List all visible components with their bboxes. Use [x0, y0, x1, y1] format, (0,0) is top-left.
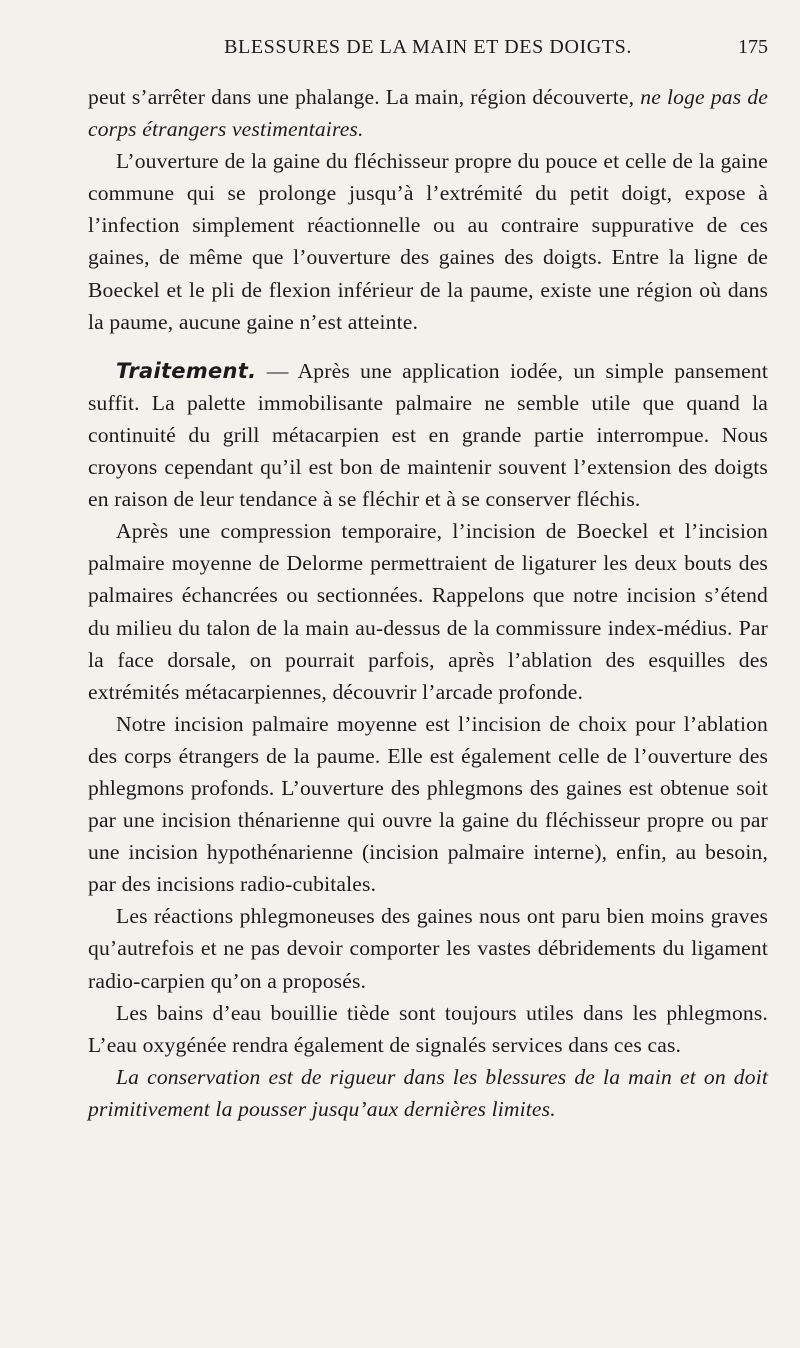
paragraph-5: Notre incision palmaire moyenne est l’incision de choix pour l’ablation des corps étrangers de la paume. Elle est également celle de l’ouverture des phlegmons profonds. L’ouverture des phlegmons des gaines est obtenue soit par une incision thénarienne qui ouvre la gaine du fléchisseur propre ou par une incision hypothénarienne (incision palmaire interne), enfin, au besoin, par des incisions radio-cubitales.: [88, 711, 768, 897]
paragraph-3-text: — Après une application iodée, un simple pansement suffit. La palette immobilisante palmaire ne semble utile que quand la continuité du grill métacarpien est en grande partie interrompue. Nous croyons cependant qu’il est bon de maintenir souvent l’extension des doigts en raison de leur tendance à se fléchir et à se conserver fléchis.: [88, 358, 768, 512]
paragraph-7: Les bains d’eau bouillie tiède sont toujours utiles dans les phlegmons. L’eau oxygénée rendra également de signalés services dans ces cas.: [88, 1000, 768, 1057]
section-heading-traitement: Traitement.: [116, 358, 257, 383]
page-number: 175: [738, 36, 768, 58]
paragraph-3: [88, 355, 768, 515]
paragraph-2: L’ouverture de la gaine du fléchisseur propre du pouce et celle de la gaine commune qui se prolonge jusqu’à l’extrémité du petit doigt, expose à l’infection simplement réactionnelle ou au contraire suppurative de ces gaines, de même que l’ouverture des gaines des doigts. Entre la ligne de Boeckel et le pli de flexion inférieur de la paume, existe une région où dans la paume, aucune gaine n’est atteinte.: [88, 149, 768, 334]
paragraph-8: La conservation est de rigueur dans les blessures de la main et on doit primitivement la pousser jusqu’aux dernières limites.: [88, 1064, 768, 1121]
paragraph-6: Les réactions phlegmoneuses des gaines nous ont paru bien moins graves qu’autrefois et ne pas devoir comporter les vastes débridements du ligament radio-carpien qu’on a proposés.: [88, 904, 768, 993]
body-text: [88, 81, 768, 1125]
running-title: BLESSURES DE LA MAIN ET DES DOIGTS.: [224, 36, 632, 58]
paragraph-1: [88, 81, 768, 145]
paragraph-1-text: peut s’arrêter dans une phalange. La main, région découverte,: [88, 85, 641, 109]
running-head: [88, 34, 768, 64]
paragraph-4: Après une compression temporaire, l’incision de Boeckel et l’incision palmaire moyenne de Delorme permettraient de ligaturer les deux bouts des palmaires échancrées ou sectionnées. Rappelons que notre incision s’étend du milieu du talon de la main au-dessus de la commissure index-médius. Par la face dorsale, on pourrait parfois, après l’ablation des esquilles des extrémités métacarpiennes, découvrir l’arcade profonde.: [88, 519, 768, 704]
paragraph-1-italic: ne loge pas de corps étrangers vestimentaires.: [88, 85, 768, 142]
